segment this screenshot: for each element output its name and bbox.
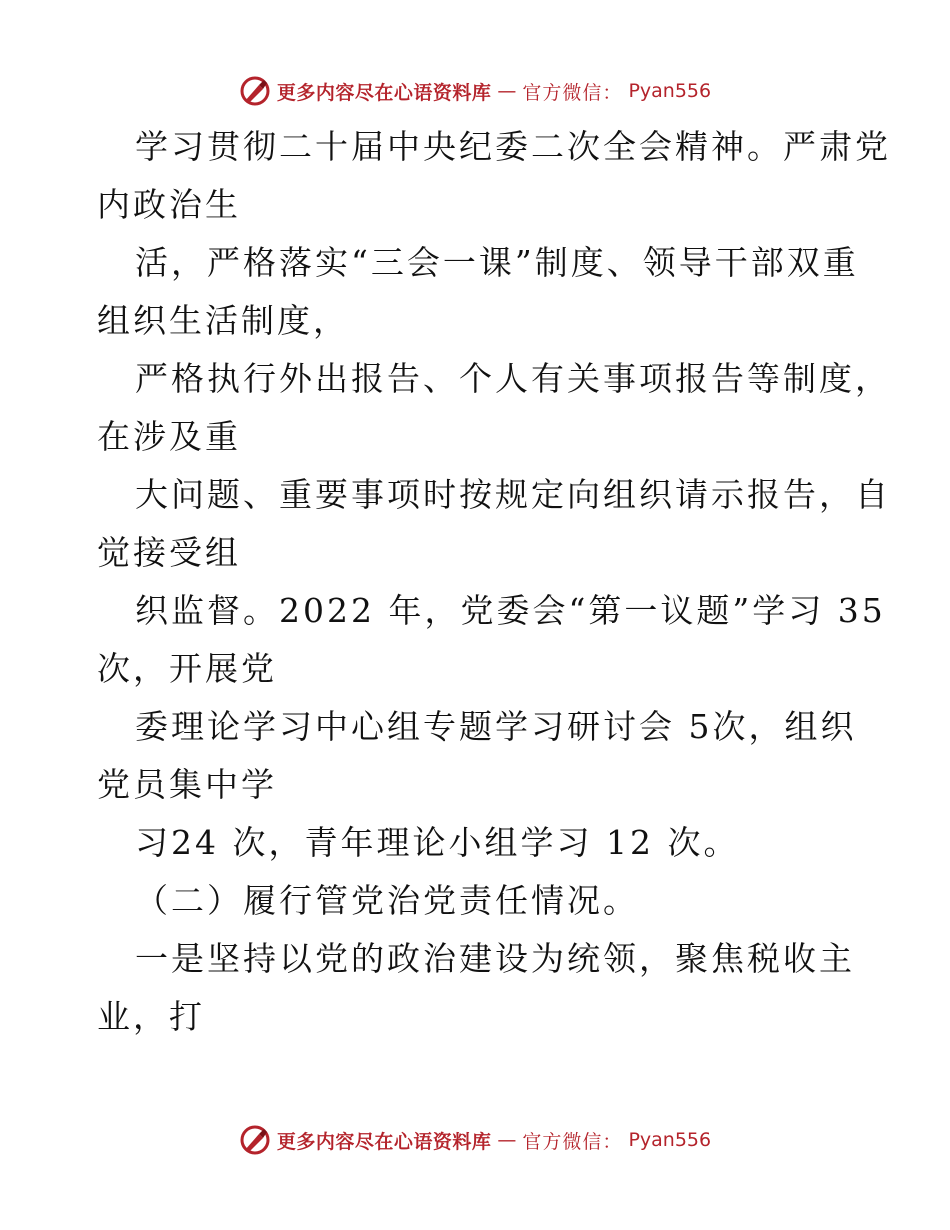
text-line: 严格执行外出报告、个人有关事项报告等制度，	[135, 359, 891, 398]
watermark-dash: —	[497, 80, 517, 102]
pen-logo-icon	[239, 75, 271, 107]
text-line: 大问题、重要事项时按规定向组织请示报告，自	[135, 475, 891, 514]
text-line: 觉接受组	[97, 533, 241, 572]
section-heading: （二）履行管党治党责任情况。	[135, 881, 639, 920]
header-watermark	[0, 71, 950, 111]
text-line: 委理论学习中心组专题学习研讨会 5次，组织	[135, 707, 857, 746]
text-line: 业，打	[97, 997, 205, 1036]
watermark-main-text: 更多内容尽在心语资料库	[276, 81, 492, 104]
text-line: 一是坚持以党的政治建设为统领，聚焦税收主	[135, 939, 855, 978]
text-line: 习24 次，青年理论小组学习 12 次。	[135, 823, 740, 862]
watermark-main-text: 更多内容尽在心语资料库	[276, 1130, 492, 1153]
watermark-sub-text: 官方微信：	[522, 81, 623, 104]
text-line: 内政治生	[97, 185, 241, 224]
pen-logo-icon	[239, 1124, 271, 1156]
watermark-sub-text: 官方微信：	[522, 1130, 623, 1153]
text-line: 组织生活制度，	[97, 301, 349, 340]
watermark-dash: —	[497, 1129, 517, 1151]
text-line: 次，开展党	[97, 649, 277, 688]
footer-watermark	[0, 1120, 950, 1160]
text-line: 党员集中学	[97, 765, 277, 804]
document-body	[97, 118, 891, 1046]
watermark-wechat-handle: Pyan556	[628, 1129, 712, 1151]
text-line: 学习贯彻二十届中央纪委二次全会精神。严肃党	[135, 127, 891, 166]
text-line: 织监督。2022 年，党委会“第一议题”学习 35	[135, 591, 886, 630]
text-line: 活，严格落实“三会一课”制度、领导干部双重	[135, 243, 859, 282]
text-line: 在涉及重	[97, 417, 241, 456]
watermark-wechat-handle: Pyan556	[628, 80, 712, 102]
